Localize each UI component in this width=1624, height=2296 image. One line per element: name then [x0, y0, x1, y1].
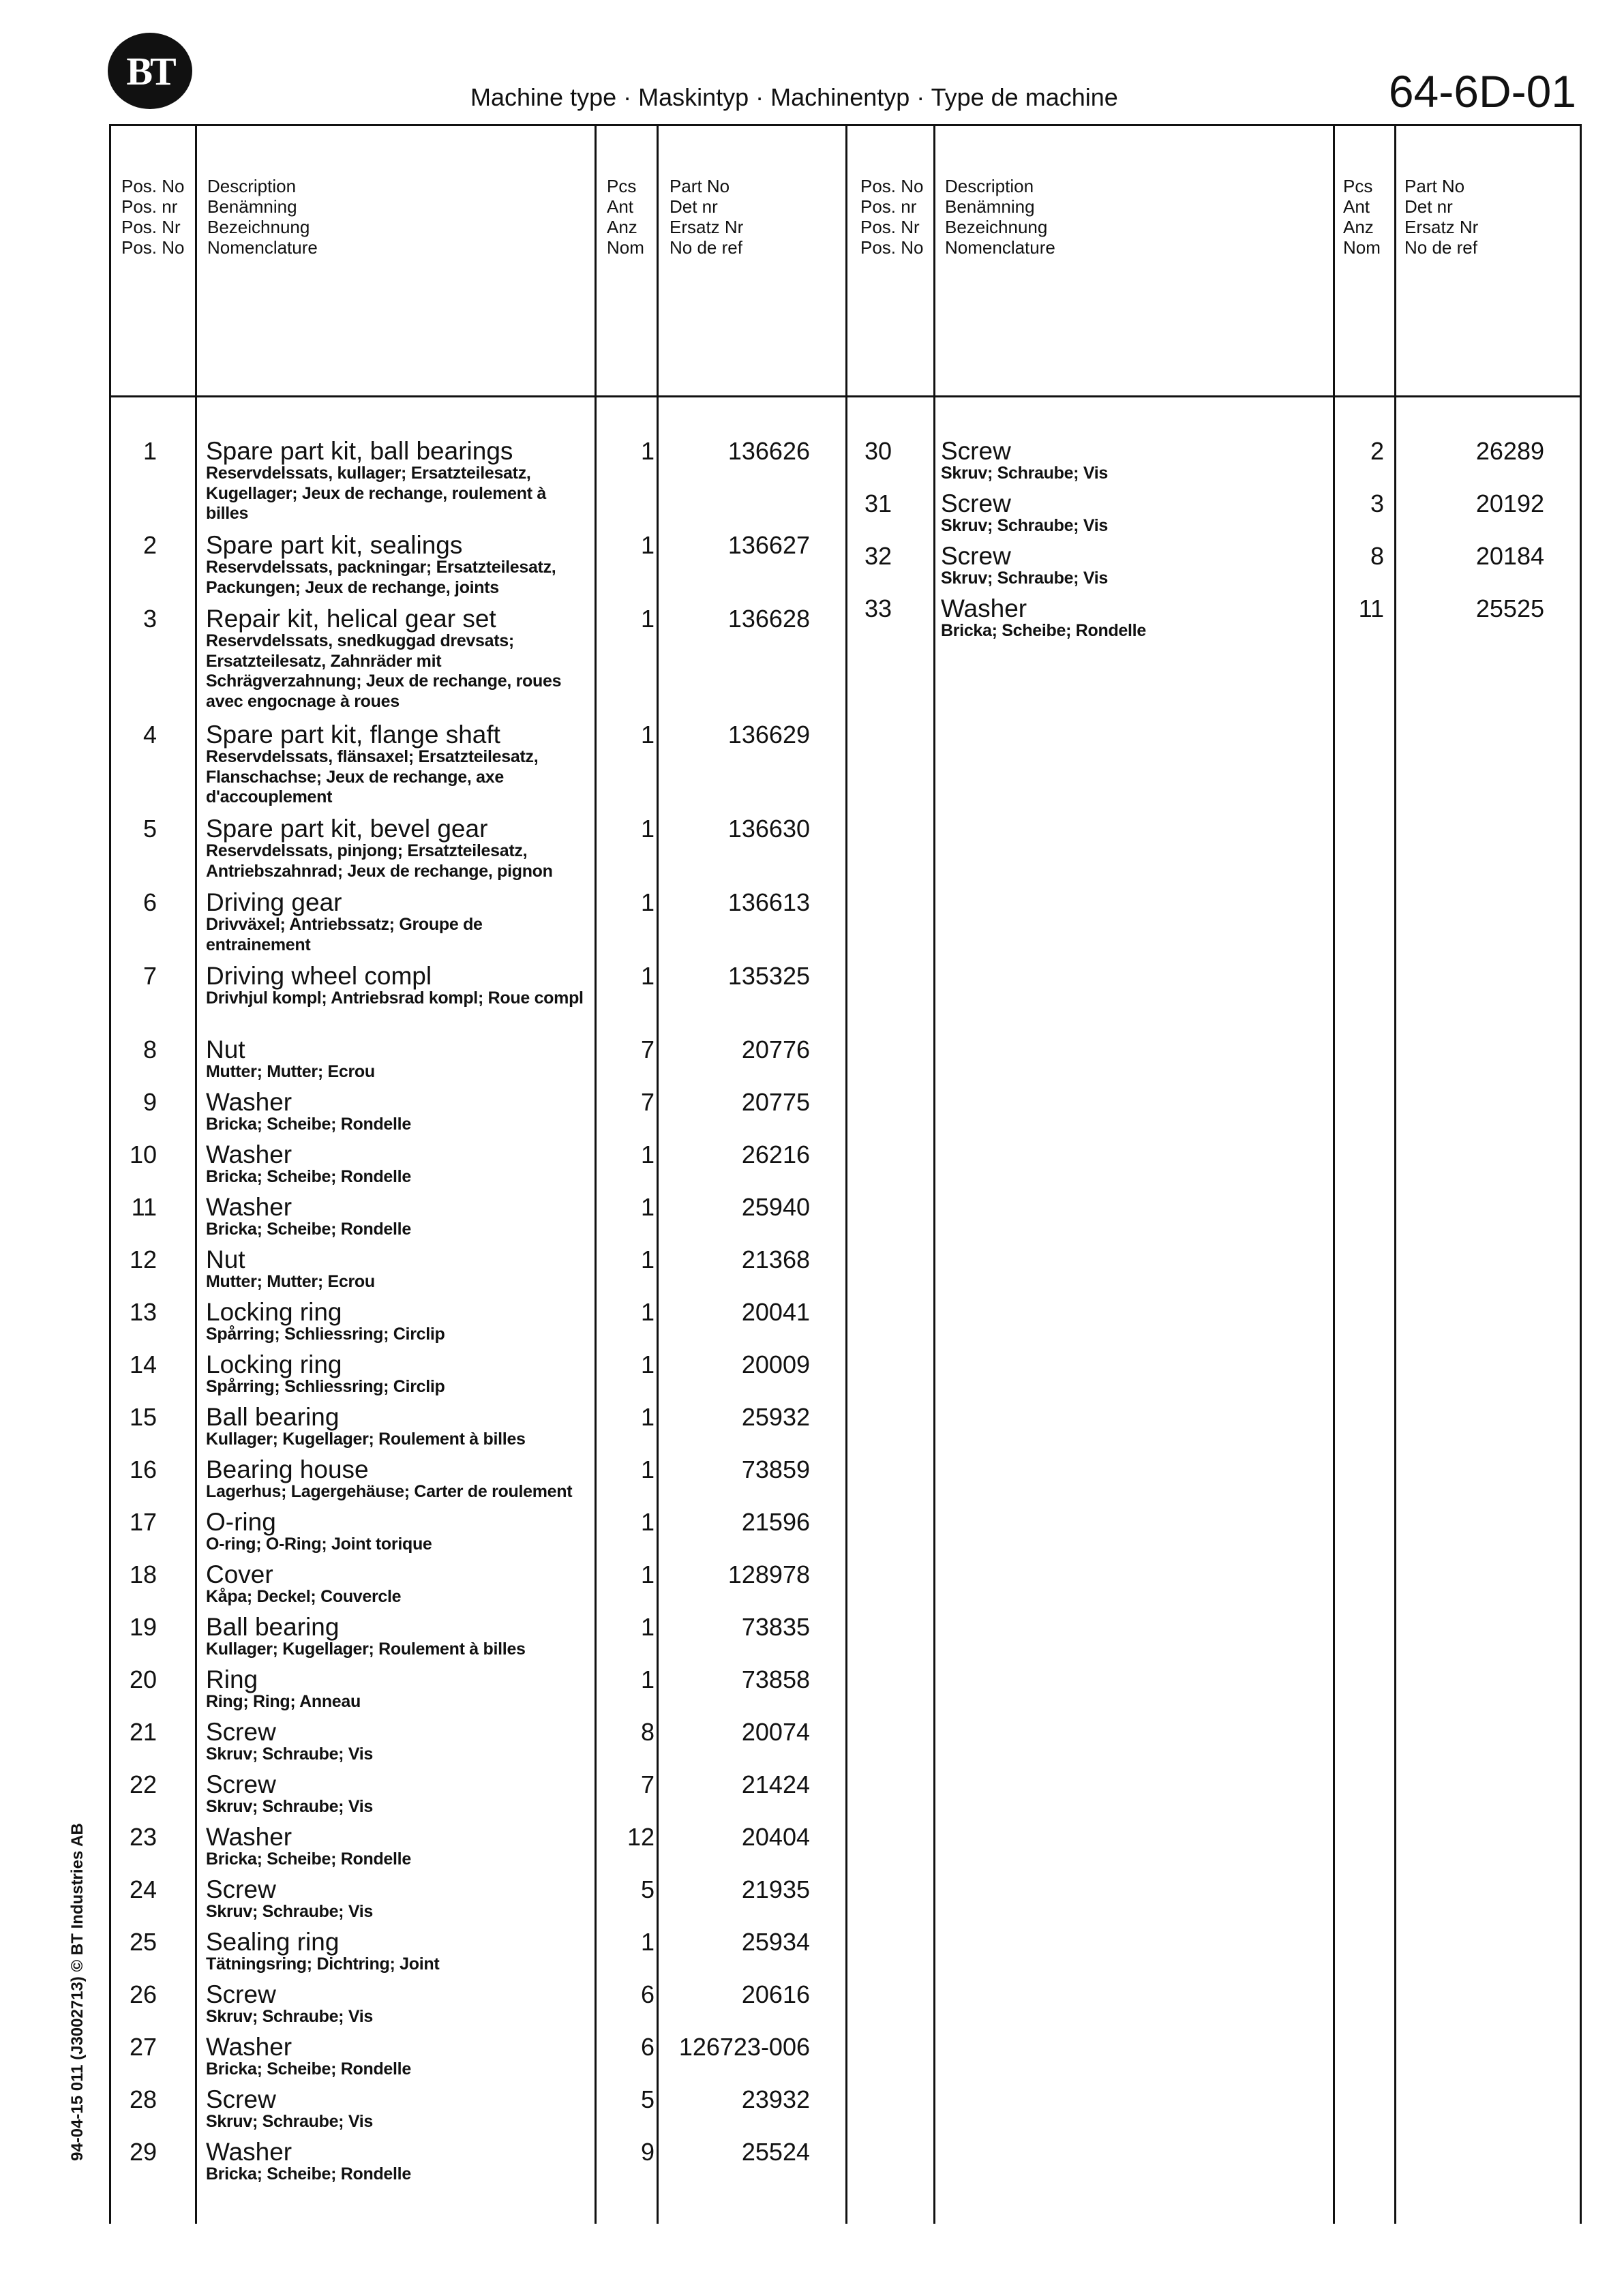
- machine-type-label: Machine type · Maskintyp · Machinentyp · Type de machine: [470, 83, 1118, 111]
- document-number: 64-6D-01: [1388, 66, 1576, 117]
- row-pcs: 1: [640, 1245, 655, 1273]
- row-translations: Bricka; Scheibe; Rondelle: [941, 621, 1146, 640]
- row-name: Ball bearing: [206, 1613, 340, 1641]
- row-translations: Bricka; Scheibe; Rondelle: [206, 2059, 411, 2079]
- row-name: Screw: [941, 489, 1011, 517]
- row-pos-number: 9: [142, 1088, 157, 1116]
- row-name: Bearing house: [206, 1455, 369, 1483]
- row-pos-number: 13: [129, 1298, 157, 1326]
- row-pos-number: 5: [142, 815, 157, 843]
- row-part-number: 73859: [741, 1455, 810, 1483]
- row-part-number: 20192: [1475, 489, 1544, 517]
- row-pos-number: 27: [129, 2033, 157, 2061]
- row-pos-number: 17: [129, 1508, 157, 1536]
- row-translations: Skruv; Schraube; Vis: [206, 1744, 374, 1764]
- row-pos-number: 21: [129, 1718, 157, 1746]
- row-translations: Skruv; Schraube; Vis: [941, 569, 1109, 588]
- row-pos-number: 2: [142, 531, 157, 559]
- row-translations: Skruv; Schraube; Vis: [941, 516, 1109, 535]
- row-pcs: 2: [1370, 437, 1384, 465]
- row-name: Spare part kit, sealings: [206, 531, 463, 559]
- row-translations: Tätningsring; Dichtring; Joint: [206, 1954, 440, 1974]
- row-pcs: 1: [640, 1928, 655, 1956]
- row-pcs: 1: [640, 1193, 655, 1221]
- row-pcs: 11: [1358, 594, 1384, 622]
- row-name: Driving wheel compl: [206, 962, 432, 990]
- row-name: Locking ring: [206, 1298, 342, 1326]
- row-pcs: 1: [640, 1350, 655, 1378]
- row-pcs: 1: [640, 1455, 655, 1483]
- row-part-number: 21368: [741, 1245, 810, 1273]
- row-name: Screw: [206, 1875, 276, 1903]
- row-part-number: 26289: [1475, 437, 1544, 465]
- row-name: Washer: [206, 1823, 292, 1851]
- row-pos-number: 12: [129, 1245, 157, 1273]
- footer-note: 94-04-15 011 (J3002713) © BT Industries AB: [68, 1823, 87, 2161]
- row-pos-number: 4: [142, 721, 157, 749]
- row-name: Nut: [206, 1036, 245, 1063]
- row-part-number: 136626: [727, 437, 810, 465]
- row-pos-number: 19: [129, 1613, 157, 1641]
- row-description: [941, 489, 1323, 537]
- row-description: [206, 2035, 588, 2080]
- row-translations: Bricka; Scheibe; Rondelle: [206, 1220, 411, 1239]
- row-pos-number: 10: [129, 1141, 157, 1168]
- row-name: Ring: [206, 1665, 258, 1693]
- row-translations: Reservdelssats, flänsaxel; Ersatzteilesatz, Flanschachse; Jeux de rechange, axe d'accouplement: [206, 747, 539, 806]
- row-description: [206, 1982, 588, 2027]
- row-translations: Bricka; Scheibe; Rondelle: [206, 1167, 411, 1186]
- row-pcs: 3: [1370, 489, 1384, 517]
- row-name: Washer: [206, 1088, 292, 1116]
- row-pcs: 1: [640, 1403, 655, 1431]
- row-description: [206, 1510, 588, 1555]
- row-part-number: 23932: [741, 2085, 810, 2113]
- row-pcs: 6: [640, 1980, 655, 2008]
- row-pcs: 7: [640, 1036, 655, 1063]
- row-description: [206, 1457, 588, 1502]
- row-description: [206, 2140, 588, 2185]
- row-part-number: 20184: [1475, 542, 1544, 570]
- row-pcs: 1: [640, 888, 655, 916]
- row-description: [206, 1143, 588, 1188]
- row-pcs: 1: [640, 721, 655, 749]
- row-pcs: 1: [640, 815, 655, 843]
- header-pcs-right: Pcs Ant Anz Nom: [1343, 176, 1381, 258]
- row-description: [206, 723, 588, 808]
- row-pcs: 5: [640, 2085, 655, 2113]
- row-part-number: 21935: [741, 1875, 810, 1903]
- row-name: Washer: [206, 2138, 292, 2166]
- row-pcs: 5: [640, 1875, 655, 1903]
- row-pos-number: 7: [142, 962, 157, 990]
- row-description: [206, 1877, 588, 1922]
- row-pos-number: 3: [142, 605, 157, 633]
- row-part-number: 20616: [741, 1980, 810, 2008]
- row-pcs: 1: [640, 962, 655, 990]
- row-name: Nut: [206, 1245, 245, 1273]
- row-part-number: 26216: [741, 1141, 810, 1168]
- row-translations: Spårring; Schliessring; Circlip: [206, 1325, 445, 1344]
- row-description: [206, 1038, 588, 1083]
- row-pos-number: 24: [129, 1875, 157, 1903]
- row-translations: Mutter; Mutter; Ecrou: [206, 1272, 375, 1291]
- header-part-no-right: Part No Det nr Ersatz Nr No de ref: [1404, 176, 1479, 258]
- row-part-number: 136627: [727, 531, 810, 559]
- row-description: [206, 1195, 588, 1240]
- header-part-no-left: Part No Det nr Ersatz Nr No de ref: [670, 176, 744, 258]
- row-pcs: 8: [640, 1718, 655, 1746]
- bt-logo: BT: [108, 33, 192, 109]
- row-part-number: 136630: [727, 815, 810, 843]
- row-name: Screw: [206, 1718, 276, 1746]
- row-translations: Spårring; Schliessring; Circlip: [206, 1377, 445, 1396]
- row-name: Ball bearing: [206, 1403, 340, 1431]
- row-part-number: 25940: [741, 1193, 810, 1221]
- row-translations: Bricka; Scheibe; Rondelle: [206, 1849, 411, 1869]
- row-part-number: 20074: [741, 1718, 810, 1746]
- row-translations: Skruv; Schraube; Vis: [206, 2007, 374, 2026]
- row-pcs: 9: [640, 2138, 655, 2166]
- row-name: Washer: [206, 2033, 292, 2061]
- row-description: [206, 2087, 588, 2132]
- row-pcs: 1: [640, 605, 655, 633]
- row-description: [206, 439, 588, 524]
- row-name: Washer: [206, 1193, 292, 1221]
- row-description: [206, 1245, 588, 1293]
- row-part-number: 20009: [741, 1350, 810, 1378]
- row-pos-number: 1: [142, 437, 157, 465]
- row-description: [941, 439, 1323, 484]
- column-line: [1580, 124, 1582, 2224]
- row-translations: Bricka; Scheibe; Rondelle: [206, 1115, 411, 1134]
- row-description: [206, 1562, 588, 1607]
- row-translations: Ring; Ring; Anneau: [206, 1692, 361, 1711]
- row-name: Spare part kit, ball bearings: [206, 437, 513, 465]
- row-pos-number: 32: [864, 542, 892, 570]
- row-pos-number: 20: [129, 1665, 157, 1693]
- row-translations: Kullager; Kugellager; Roulement à billes: [206, 1430, 526, 1449]
- row-pos-number: 18: [129, 1560, 157, 1588]
- row-description: [206, 964, 588, 1009]
- row-description: [206, 1090, 588, 1135]
- row-pcs: 6: [640, 2033, 655, 2061]
- row-name: Screw: [206, 1770, 276, 1798]
- row-translations: Reservdelssats, packningar; Ersatzteilesatz, Packungen; Jeux de rechange, joints: [206, 558, 556, 597]
- row-translations: Skruv; Schraube; Vis: [206, 1902, 374, 1921]
- row-part-number: 126723-006: [678, 2033, 810, 2061]
- row-name: Screw: [206, 1980, 276, 2008]
- row-description: [941, 544, 1323, 589]
- row-pcs: 7: [640, 1088, 655, 1116]
- row-name: O-ring: [206, 1508, 276, 1536]
- row-pcs: 12: [627, 1823, 655, 1851]
- column-line: [109, 124, 111, 2224]
- row-translations: Kåpa; Deckel; Couvercle: [206, 1587, 402, 1606]
- row-description: [206, 1667, 588, 1712]
- row-pcs: 1: [640, 1141, 655, 1168]
- column-line: [657, 124, 659, 2224]
- row-translations: Skruv; Schraube; Vis: [206, 2112, 374, 2131]
- row-part-number: 128978: [727, 1560, 810, 1588]
- row-name: Cover: [206, 1560, 273, 1588]
- header-pcs-left: Pcs Ant Anz Nom: [607, 176, 644, 258]
- column-line: [933, 124, 935, 2224]
- row-pcs: 1: [640, 1508, 655, 1536]
- row-name: Locking ring: [206, 1350, 342, 1378]
- row-translations: Skruv; Schraube; Vis: [206, 1797, 374, 1816]
- header-description-right: Description Benämning Bezeichnung Nomenclature: [945, 176, 1055, 258]
- row-pos-number: 22: [129, 1770, 157, 1798]
- row-pos-number: 25: [129, 1928, 157, 1956]
- row-description: [206, 817, 588, 881]
- header-pos-right: Pos. No Pos. nr Pos. Nr Pos. No: [860, 176, 924, 258]
- row-name: Washer: [206, 1141, 292, 1168]
- row-part-number: 25932: [741, 1403, 810, 1431]
- row-part-number: 21596: [741, 1508, 810, 1536]
- row-name: Screw: [206, 2085, 276, 2113]
- row-pcs: 1: [640, 531, 655, 559]
- row-part-number: 25524: [741, 2138, 810, 2166]
- row-name: Screw: [941, 542, 1011, 570]
- header-description-left: Description Benämning Bezeichnung Nomenclature: [207, 176, 318, 258]
- row-translations: Reservdelssats, kullager; Ersatzteilesatz, Kugellager; Jeux de rechange, roulement à billes: [206, 464, 546, 523]
- row-description: [206, 1405, 588, 1450]
- row-translations: Drivväxel; Antriebssatz; Groupe de entrainement: [206, 915, 483, 954]
- row-translations: Bricka; Scheibe; Rondelle: [206, 2164, 411, 2184]
- row-description: [206, 1720, 588, 1765]
- row-description: [941, 596, 1323, 641]
- row-description: [206, 1930, 588, 1975]
- row-name: Washer: [941, 594, 1027, 622]
- row-pos-number: 8: [142, 1036, 157, 1063]
- row-part-number: 135325: [727, 962, 810, 990]
- header-pos-left: Pos. No Pos. nr Pos. Nr Pos. No: [121, 176, 185, 258]
- row-part-number: 136628: [727, 605, 810, 633]
- column-line: [845, 124, 847, 2224]
- row-name: Spare part kit, flange shaft: [206, 721, 500, 749]
- column-line: [195, 124, 197, 2224]
- row-pos-number: 23: [129, 1823, 157, 1851]
- row-translations: Lagerhus; Lagergehäuse; Carter de roulement: [206, 1482, 573, 1501]
- row-part-number: 136613: [727, 888, 810, 916]
- row-translations: O-ring; O-Ring; Joint torique: [206, 1535, 432, 1554]
- column-line: [595, 124, 597, 2224]
- row-pcs: 1: [640, 1665, 655, 1693]
- row-pos-number: 16: [129, 1455, 157, 1483]
- row-name: Repair kit, helical gear set: [206, 605, 496, 633]
- row-part-number: 73858: [741, 1665, 810, 1693]
- row-pcs: 7: [640, 1770, 655, 1798]
- row-pcs: 1: [640, 1613, 655, 1641]
- row-description: [206, 607, 588, 712]
- row-name: Sealing ring: [206, 1928, 340, 1956]
- row-pcs: 8: [1370, 542, 1384, 570]
- row-part-number: 20404: [741, 1823, 810, 1851]
- row-pcs: 1: [640, 1298, 655, 1326]
- row-pcs: 1: [640, 437, 655, 465]
- row-translations: Drivhjul kompl; Antriebsrad kompl; Roue compl: [206, 988, 584, 1008]
- row-name: Driving gear: [206, 888, 342, 916]
- row-description: [206, 1615, 588, 1660]
- row-part-number: 25525: [1475, 594, 1544, 622]
- row-description: [206, 1772, 588, 1817]
- row-pos-number: 14: [129, 1350, 157, 1378]
- row-part-number: 20775: [741, 1088, 810, 1116]
- row-pos-number: 30: [864, 437, 892, 465]
- row-part-number: 21424: [741, 1770, 810, 1798]
- row-part-number: 20776: [741, 1036, 810, 1063]
- row-translations: Reservdelssats, snedkuggad drevsats; Ersatzteilesatz, Zahnräder mit Schrägverzahnung; Jeux de rechange, roues avec engocnage à roues: [206, 631, 562, 711]
- row-pos-number: 26: [129, 1980, 157, 2008]
- row-description: [206, 890, 588, 955]
- row-description: [206, 1825, 588, 1870]
- row-pos-number: 28: [129, 2085, 157, 2113]
- row-pos-number: 6: [142, 888, 157, 916]
- row-part-number: 136629: [727, 721, 810, 749]
- row-translations: Mutter; Mutter; Ecrou: [206, 1062, 375, 1081]
- row-translations: Kullager; Kugellager; Roulement à billes: [206, 1640, 526, 1659]
- row-pos-number: 31: [864, 489, 892, 517]
- row-part-number: 20041: [741, 1298, 810, 1326]
- row-translations: Reservdelssats, pinjong; Ersatzteilesatz, Antriebszahnrad; Jeux de rechange, pignon: [206, 841, 553, 881]
- row-description: [206, 1350, 588, 1398]
- row-pos-number: 33: [864, 594, 892, 622]
- row-name: Spare part kit, bevel gear: [206, 815, 488, 843]
- row-part-number: 73835: [741, 1613, 810, 1641]
- row-pos-number: 15: [129, 1403, 157, 1431]
- row-part-number: 25934: [741, 1928, 810, 1956]
- row-description: [206, 533, 588, 598]
- row-pos-number: 11: [131, 1193, 157, 1221]
- row-pcs: 1: [640, 1560, 655, 1588]
- row-pos-number: 29: [129, 2138, 157, 2166]
- row-description: [206, 1300, 588, 1345]
- row-translations: Skruv; Schraube; Vis: [941, 464, 1109, 483]
- row-name: Screw: [941, 437, 1011, 465]
